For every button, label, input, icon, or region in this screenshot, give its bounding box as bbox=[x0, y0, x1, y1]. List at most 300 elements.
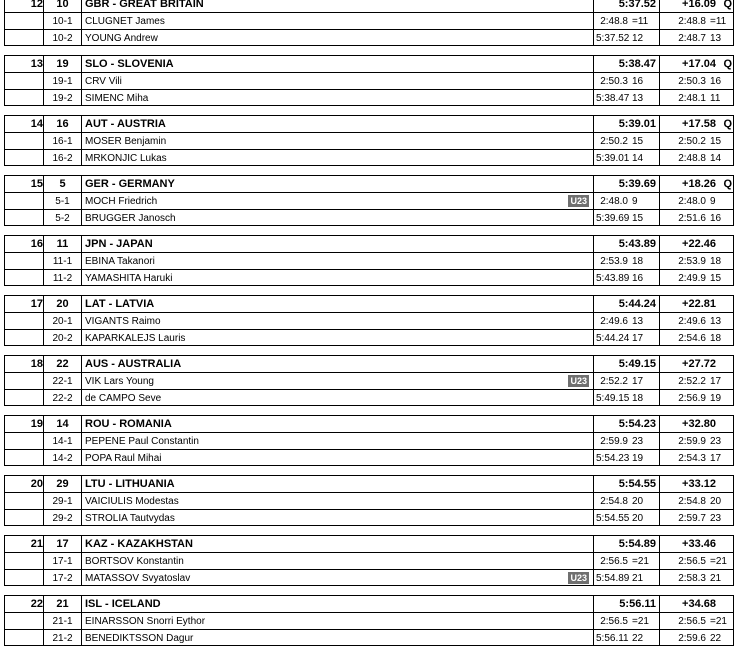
team-diff-cell bbox=[659, 596, 735, 612]
athlete-name: MRKONJIC Lukas bbox=[85, 152, 167, 164]
team-rank: 20 bbox=[30, 478, 43, 490]
split-1-time: 5:39.01 bbox=[596, 152, 630, 164]
athlete-name: BRUGGER Janosch bbox=[85, 212, 176, 224]
athlete-name-cell bbox=[81, 13, 593, 29]
split-1-place: 16 bbox=[632, 75, 644, 87]
split-1-cell bbox=[593, 510, 659, 526]
qualification-mark: Q bbox=[723, 0, 732, 10]
split-1-cell bbox=[593, 133, 659, 149]
split-2-time: 2:49.9 bbox=[678, 272, 706, 284]
qualification-mark: Q bbox=[723, 58, 732, 70]
athlete-name: EBINA Takanori bbox=[85, 255, 155, 267]
team-header-row bbox=[5, 56, 733, 72]
split-1-place: 19 bbox=[632, 452, 644, 464]
athlete-name: CRV Vili bbox=[85, 75, 122, 87]
team-country: GBR - GREAT BRITAIN bbox=[81, 0, 593, 12]
team-diff: +22.46 bbox=[682, 238, 716, 250]
split-1-cell bbox=[593, 150, 659, 166]
split-1-time: 5:38.47 bbox=[596, 92, 630, 104]
athlete-code: 21-1 bbox=[43, 613, 81, 629]
team-rank: 15 bbox=[30, 178, 43, 190]
team-block bbox=[4, 115, 734, 166]
split-2-time: 2:50.3 bbox=[678, 75, 706, 87]
split-2-time: 2:48.8 bbox=[678, 152, 706, 164]
split-1-time: 2:50.3 bbox=[600, 75, 628, 87]
athlete-code: 29-2 bbox=[43, 510, 81, 526]
team-rank: 14 bbox=[30, 118, 43, 130]
athlete-name: VIGANTS Raimo bbox=[85, 315, 161, 327]
team-diff: +18.26 bbox=[682, 178, 716, 190]
split-1-cell bbox=[593, 90, 659, 106]
athlete-row bbox=[5, 552, 733, 570]
split-2-place: 13 bbox=[710, 32, 722, 44]
athlete-row bbox=[5, 492, 733, 510]
athlete-row bbox=[5, 432, 733, 450]
split-2-place: 20 bbox=[710, 495, 722, 507]
team-time: 5:38.47 bbox=[593, 56, 659, 72]
team-header-row bbox=[5, 416, 733, 432]
team-diff: +27.72 bbox=[682, 358, 716, 370]
split-2-cell bbox=[659, 630, 735, 646]
athlete-code: 11-2 bbox=[43, 270, 81, 286]
split-2-time: 2:48.7 bbox=[678, 32, 706, 44]
split-1-time: 5:56.11 bbox=[596, 632, 629, 644]
team-diff: +17.58 bbox=[682, 118, 716, 130]
split-1-cell bbox=[593, 30, 659, 46]
athlete-name-cell bbox=[81, 373, 593, 389]
team-header-row bbox=[5, 296, 733, 312]
split-2-place: =21 bbox=[710, 615, 727, 627]
team-diff-cell bbox=[659, 476, 735, 492]
split-2-place: 13 bbox=[710, 315, 722, 327]
split-2-cell bbox=[659, 210, 735, 226]
athlete-code: 20-1 bbox=[43, 313, 81, 329]
athlete-code: 14-1 bbox=[43, 433, 81, 449]
split-2-place: 9 bbox=[710, 195, 716, 207]
athlete-name-cell bbox=[81, 613, 593, 629]
team-rank: 21 bbox=[30, 538, 43, 550]
split-2-place: 15 bbox=[710, 272, 722, 284]
split-1-place: 13 bbox=[632, 92, 644, 104]
qualification-mark: Q bbox=[723, 178, 732, 190]
team-block bbox=[4, 535, 734, 586]
athlete-name: PEPENE Paul Constantin bbox=[85, 435, 199, 447]
team-bib: 22 bbox=[43, 356, 81, 372]
athlete-code: 5-2 bbox=[43, 210, 81, 226]
athlete-row bbox=[5, 329, 733, 347]
split-1-place: 13 bbox=[632, 315, 644, 327]
split-1-cell bbox=[593, 270, 659, 286]
split-1-place: 9 bbox=[632, 195, 638, 207]
athlete-code: 16-1 bbox=[43, 133, 81, 149]
athlete-row bbox=[5, 252, 733, 270]
athlete-name: BENEDIKTSSON Dagur bbox=[85, 632, 194, 644]
team-time: 5:49.15 bbox=[593, 356, 659, 372]
split-1-time: 2:52.2 bbox=[600, 375, 628, 387]
split-2-place: 16 bbox=[710, 75, 722, 87]
split-2-cell bbox=[659, 390, 735, 406]
team-header-row bbox=[5, 236, 733, 252]
athlete-name-cell bbox=[81, 313, 593, 329]
athlete-row bbox=[5, 72, 733, 90]
team-time: 5:56.11 bbox=[593, 596, 659, 612]
athlete-row bbox=[5, 569, 733, 587]
split-2-time: 2:52.2 bbox=[678, 375, 706, 387]
team-country: ISL - ICELAND bbox=[81, 596, 593, 612]
split-1-cell bbox=[593, 313, 659, 329]
athlete-code: 29-1 bbox=[43, 493, 81, 509]
team-block bbox=[4, 415, 734, 466]
athlete-row bbox=[5, 149, 733, 167]
team-country: AUT - AUSTRIA bbox=[81, 116, 593, 132]
athlete-row bbox=[5, 389, 733, 407]
split-1-cell bbox=[593, 450, 659, 466]
team-country: KAZ - KAZAKHSTAN bbox=[81, 536, 593, 552]
split-2-place: 22 bbox=[710, 632, 722, 644]
team-block bbox=[4, 355, 734, 406]
athlete-code: 16-2 bbox=[43, 150, 81, 166]
split-2-cell bbox=[659, 330, 735, 346]
athlete-name: CLUGNET James bbox=[85, 15, 165, 27]
split-2-cell bbox=[659, 253, 735, 269]
team-rank: 12 bbox=[30, 0, 43, 10]
athlete-name-cell bbox=[81, 510, 593, 526]
athlete-row bbox=[5, 629, 733, 647]
split-2-time: 2:56.9 bbox=[678, 392, 706, 404]
athlete-name: de CAMPO Seve bbox=[85, 392, 162, 404]
split-1-time: 2:48.8 bbox=[600, 15, 628, 27]
athlete-name-cell bbox=[81, 270, 593, 286]
split-1-time: 5:43.89 bbox=[596, 272, 630, 284]
split-2-place: 23 bbox=[710, 512, 722, 524]
split-2-cell bbox=[659, 613, 735, 629]
split-1-place: 22 bbox=[632, 632, 644, 644]
team-diff: +17.04 bbox=[682, 58, 716, 70]
split-1-cell bbox=[593, 553, 659, 569]
athlete-name-cell bbox=[81, 330, 593, 346]
split-2-cell bbox=[659, 450, 735, 466]
athlete-row bbox=[5, 132, 733, 150]
split-1-place: 17 bbox=[632, 375, 644, 387]
split-2-time: 2:59.9 bbox=[678, 435, 706, 447]
athlete-name: MOCH Friedrich bbox=[85, 195, 158, 207]
team-block bbox=[4, 175, 734, 226]
team-country: LTU - LITHUANIA bbox=[81, 476, 593, 492]
split-2-time: 2:49.6 bbox=[678, 315, 706, 327]
split-1-time: 5:44.24 bbox=[596, 332, 630, 344]
athlete-code: 10-2 bbox=[43, 30, 81, 46]
split-2-cell bbox=[659, 270, 735, 286]
split-1-cell bbox=[593, 613, 659, 629]
split-2-place: =21 bbox=[710, 555, 727, 567]
split-1-cell bbox=[593, 13, 659, 29]
team-header-row bbox=[5, 476, 733, 492]
athlete-row bbox=[5, 29, 733, 47]
athlete-name-cell bbox=[81, 30, 593, 46]
team-header-row bbox=[5, 0, 733, 12]
athlete-code: 22-2 bbox=[43, 390, 81, 406]
split-1-place: 20 bbox=[632, 495, 644, 507]
athlete-name: STROLIA Tautvydas bbox=[85, 512, 175, 524]
split-2-time: 2:50.2 bbox=[678, 135, 706, 147]
athlete-name-cell bbox=[81, 390, 593, 406]
athlete-name: YAMASHITA Haruki bbox=[85, 272, 173, 284]
athlete-row bbox=[5, 612, 733, 630]
team-bib: 21 bbox=[43, 596, 81, 612]
athlete-name-cell bbox=[81, 553, 593, 569]
split-2-cell bbox=[659, 90, 735, 106]
team-block bbox=[4, 595, 734, 646]
athlete-code: 10-1 bbox=[43, 13, 81, 29]
split-1-time: 2:48.0 bbox=[600, 195, 628, 207]
split-2-time: 2:59.7 bbox=[678, 512, 706, 524]
team-block bbox=[4, 295, 734, 346]
athlete-name-cell bbox=[81, 73, 593, 89]
athlete-code: 14-2 bbox=[43, 450, 81, 466]
team-diff-cell bbox=[659, 236, 735, 252]
team-diff: +32.80 bbox=[682, 418, 716, 430]
athlete-row bbox=[5, 209, 733, 227]
split-1-place: 20 bbox=[632, 512, 644, 524]
split-1-time: 5:39.69 bbox=[596, 212, 630, 224]
athlete-code: 21-2 bbox=[43, 630, 81, 646]
athlete-row bbox=[5, 509, 733, 527]
team-bib: 10 bbox=[43, 0, 81, 12]
athlete-code: 20-2 bbox=[43, 330, 81, 346]
u23-badge: U23 bbox=[570, 573, 587, 583]
team-block bbox=[4, 475, 734, 526]
split-1-cell bbox=[593, 390, 659, 406]
split-2-cell bbox=[659, 373, 735, 389]
split-2-time: 2:54.6 bbox=[678, 332, 706, 344]
split-2-cell bbox=[659, 570, 735, 586]
team-diff: +22.81 bbox=[682, 298, 716, 310]
split-1-place: 21 bbox=[632, 572, 644, 584]
split-2-cell bbox=[659, 150, 735, 166]
split-1-cell bbox=[593, 433, 659, 449]
split-2-time: 2:48.0 bbox=[678, 195, 706, 207]
split-1-place: 15 bbox=[632, 135, 644, 147]
team-bib: 29 bbox=[43, 476, 81, 492]
split-1-cell bbox=[593, 493, 659, 509]
split-1-time: 2:56.5 bbox=[600, 615, 628, 627]
athlete-name: MOSER Benjamin bbox=[85, 135, 167, 147]
athlete-row bbox=[5, 89, 733, 107]
split-2-place: 17 bbox=[710, 375, 722, 387]
split-2-time: 2:54.3 bbox=[678, 452, 706, 464]
split-2-cell bbox=[659, 30, 735, 46]
split-2-place: 19 bbox=[710, 392, 722, 404]
split-2-cell bbox=[659, 133, 735, 149]
split-2-time: 2:53.9 bbox=[678, 255, 706, 267]
split-2-place: 11 bbox=[710, 92, 721, 104]
team-time: 5:37.52 bbox=[593, 0, 659, 12]
split-1-cell bbox=[593, 330, 659, 346]
athlete-row bbox=[5, 372, 733, 390]
split-2-place: =11 bbox=[710, 15, 727, 27]
split-1-time: 5:37.52 bbox=[596, 32, 630, 44]
team-block bbox=[4, 235, 734, 286]
team-time: 5:54.55 bbox=[593, 476, 659, 492]
split-2-cell bbox=[659, 193, 735, 209]
split-1-time: 5:54.23 bbox=[596, 452, 630, 464]
split-2-time: 2:58.3 bbox=[678, 572, 706, 584]
split-1-time: 2:53.9 bbox=[600, 255, 628, 267]
u23-badge: U23 bbox=[570, 376, 587, 386]
athlete-row bbox=[5, 192, 733, 210]
athlete-name-cell bbox=[81, 630, 593, 646]
split-1-time: 5:54.55 bbox=[596, 512, 630, 524]
team-bib: 19 bbox=[43, 56, 81, 72]
team-bib: 5 bbox=[43, 176, 81, 192]
team-header-row bbox=[5, 176, 733, 192]
split-2-place: 21 bbox=[710, 572, 722, 584]
team-country: JPN - JAPAN bbox=[81, 236, 593, 252]
split-1-time: 2:54.8 bbox=[600, 495, 628, 507]
athlete-row bbox=[5, 449, 733, 467]
split-2-time: 2:51.6 bbox=[678, 212, 706, 224]
team-rank: 19 bbox=[30, 418, 43, 430]
split-1-cell bbox=[593, 373, 659, 389]
athlete-name: MATASSOV Svyatoslav bbox=[85, 572, 191, 584]
split-2-place: 18 bbox=[710, 332, 722, 344]
athlete-name-cell bbox=[81, 570, 593, 586]
split-1-place: 16 bbox=[632, 272, 644, 284]
split-1-place: 14 bbox=[632, 152, 644, 164]
team-diff-cell bbox=[659, 296, 735, 312]
athlete-code: 22-1 bbox=[43, 373, 81, 389]
split-2-cell bbox=[659, 493, 735, 509]
split-1-place: 17 bbox=[632, 332, 644, 344]
team-bib: 17 bbox=[43, 536, 81, 552]
qualification-mark: Q bbox=[723, 118, 732, 130]
team-diff-cell bbox=[659, 56, 735, 72]
athlete-name: VAICIULIS Modestas bbox=[85, 495, 179, 507]
team-time: 5:39.69 bbox=[593, 176, 659, 192]
team-diff: +33.46 bbox=[682, 538, 716, 550]
athlete-name-cell bbox=[81, 450, 593, 466]
athlete-name-cell bbox=[81, 193, 593, 209]
split-2-time: 2:59.6 bbox=[678, 632, 706, 644]
team-header-row bbox=[5, 536, 733, 552]
athlete-name: BORTSOV Konstantin bbox=[85, 555, 184, 567]
athlete-code: 17-1 bbox=[43, 553, 81, 569]
team-rank: 18 bbox=[30, 358, 43, 370]
team-rank: 17 bbox=[30, 298, 43, 310]
team-diff-cell bbox=[659, 0, 735, 12]
athlete-name: YOUNG Andrew bbox=[85, 32, 158, 44]
split-1-cell bbox=[593, 73, 659, 89]
split-2-cell bbox=[659, 73, 735, 89]
athlete-code: 5-1 bbox=[43, 193, 81, 209]
team-diff: +33.12 bbox=[682, 478, 716, 490]
athlete-name: KAPARKALEJS Lauris bbox=[85, 332, 186, 344]
split-2-place: 15 bbox=[710, 135, 722, 147]
athlete-row bbox=[5, 269, 733, 287]
team-time: 5:54.23 bbox=[593, 416, 659, 432]
team-header-row bbox=[5, 356, 733, 372]
split-2-place: 18 bbox=[710, 255, 722, 267]
split-1-place: =21 bbox=[632, 615, 649, 627]
split-2-cell bbox=[659, 553, 735, 569]
athlete-row bbox=[5, 12, 733, 30]
athlete-name: SIMENC Miha bbox=[85, 92, 149, 104]
split-1-place: =11 bbox=[632, 15, 649, 27]
team-header-row bbox=[5, 596, 733, 612]
team-time: 5:44.24 bbox=[593, 296, 659, 312]
split-2-cell bbox=[659, 510, 735, 526]
team-country: ROU - ROMANIA bbox=[81, 416, 593, 432]
team-diff-cell bbox=[659, 356, 735, 372]
split-1-time: 5:54.89 bbox=[596, 572, 630, 584]
split-1-cell bbox=[593, 210, 659, 226]
athlete-code: 19-1 bbox=[43, 73, 81, 89]
split-1-place: 18 bbox=[632, 392, 644, 404]
athlete-name: POPA Raul Mihai bbox=[85, 452, 162, 464]
split-2-place: 23 bbox=[710, 435, 722, 447]
team-country: GER - GERMANY bbox=[81, 176, 593, 192]
athlete-name-cell bbox=[81, 433, 593, 449]
split-2-place: 17 bbox=[710, 452, 722, 464]
athlete-name: VIK Lars Young bbox=[85, 375, 154, 387]
split-1-place: =21 bbox=[632, 555, 649, 567]
team-country: AUS - AUSTRALIA bbox=[81, 356, 593, 372]
athlete-name-cell bbox=[81, 210, 593, 226]
split-1-time: 5:49.15 bbox=[596, 392, 630, 404]
split-1-place: 18 bbox=[632, 255, 644, 267]
split-2-cell bbox=[659, 433, 735, 449]
athlete-name-cell bbox=[81, 493, 593, 509]
athlete-code: 19-2 bbox=[43, 90, 81, 106]
team-bib: 14 bbox=[43, 416, 81, 432]
split-1-time: 2:59.9 bbox=[600, 435, 628, 447]
team-time: 5:54.89 bbox=[593, 536, 659, 552]
split-1-place: 12 bbox=[632, 32, 644, 44]
split-2-time: 2:54.8 bbox=[678, 495, 706, 507]
split-1-time: 2:50.2 bbox=[600, 135, 628, 147]
split-1-time: 2:49.6 bbox=[600, 315, 628, 327]
split-1-cell bbox=[593, 630, 659, 646]
split-1-place: 15 bbox=[632, 212, 644, 224]
team-rank: 22 bbox=[30, 598, 43, 610]
u23-badge: U23 bbox=[570, 196, 587, 206]
team-bib: 16 bbox=[43, 116, 81, 132]
team-time: 5:43.89 bbox=[593, 236, 659, 252]
split-2-place: 14 bbox=[710, 152, 722, 164]
athlete-name-cell bbox=[81, 253, 593, 269]
split-2-time: 2:56.5 bbox=[678, 615, 706, 627]
team-block bbox=[4, 55, 734, 106]
split-1-cell bbox=[593, 253, 659, 269]
athlete-name-cell bbox=[81, 150, 593, 166]
team-country: SLO - SLOVENIA bbox=[81, 56, 593, 72]
athlete-name: EINARSSON Snorri Eythor bbox=[85, 615, 206, 627]
team-diff-cell bbox=[659, 116, 735, 132]
athlete-code: 11-1 bbox=[43, 253, 81, 269]
split-2-time: 2:56.5 bbox=[678, 555, 706, 567]
split-2-time: 2:48.8 bbox=[678, 15, 706, 27]
team-diff: +34.68 bbox=[682, 598, 716, 610]
team-bib: 20 bbox=[43, 296, 81, 312]
split-1-cell bbox=[593, 570, 659, 586]
team-diff-cell bbox=[659, 176, 735, 192]
athlete-code: 17-2 bbox=[43, 570, 81, 586]
split-1-place: 23 bbox=[632, 435, 644, 447]
team-block bbox=[4, 0, 734, 46]
team-bib: 11 bbox=[43, 236, 81, 252]
split-2-time: 2:48.1 bbox=[678, 92, 706, 104]
split-1-cell bbox=[593, 193, 659, 209]
